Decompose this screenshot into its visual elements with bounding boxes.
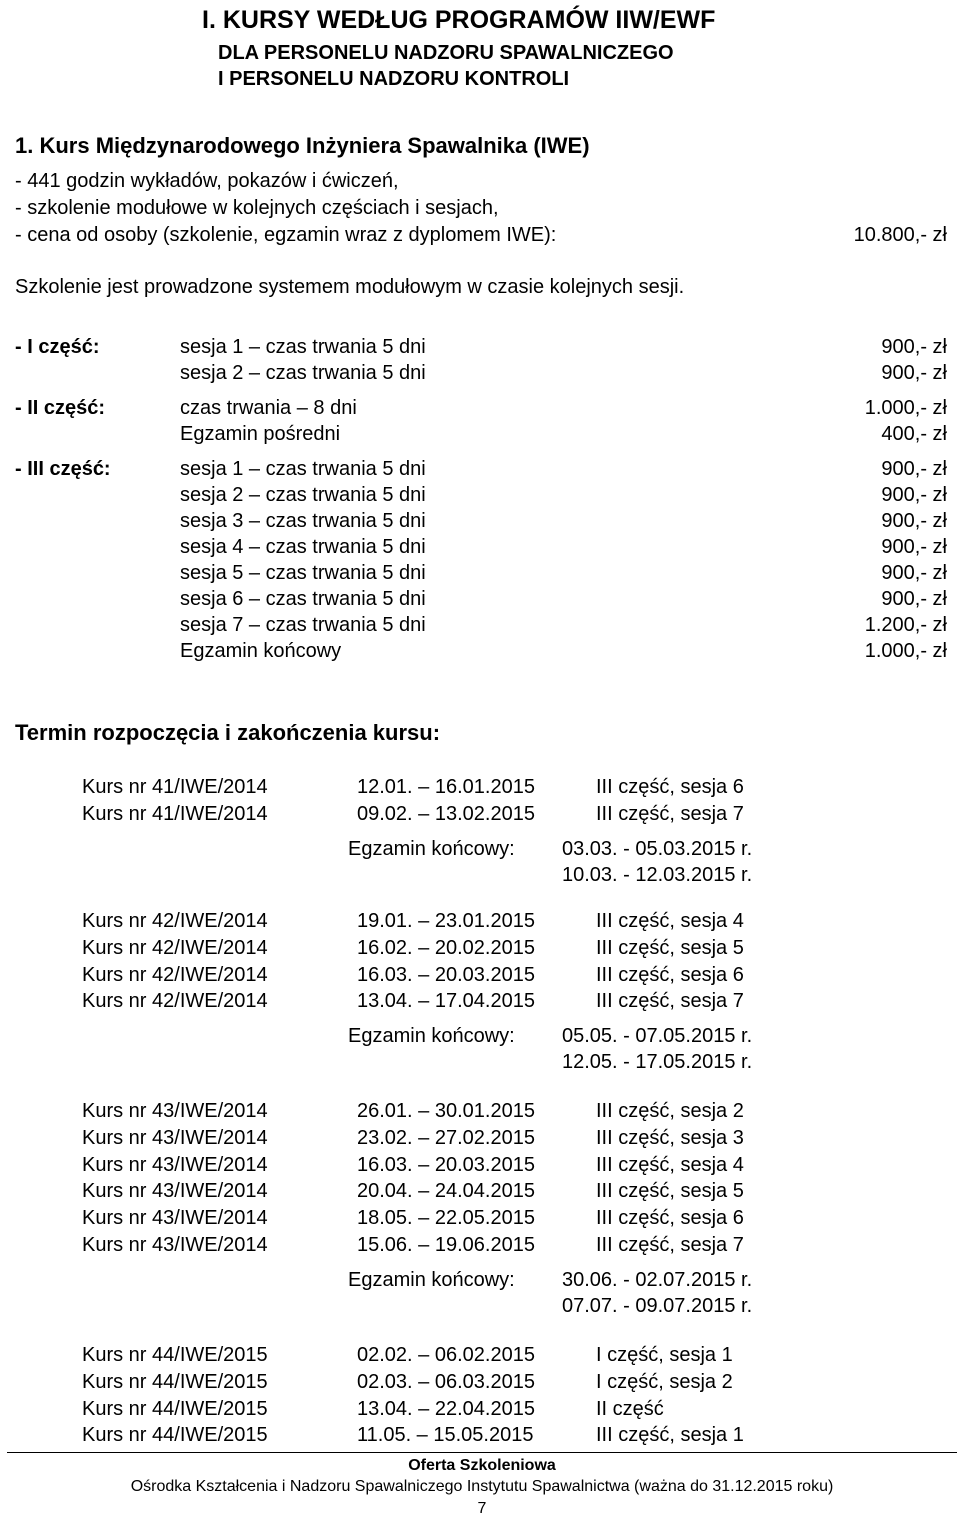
part-item: sesja 2 – czas trwania 5 dni [180,484,426,506]
schedule-part: III część, sesja 7 [596,1234,744,1256]
schedule-course: Kurs nr 43/IWE/2014 [82,1180,268,1203]
page-subtitle-line2: I PERSONELU NADZORU KONTROLI [218,68,570,90]
part-price: 900,- zł [881,336,947,358]
schedule-dates: 13.04. – 17.04.2015 [357,990,535,1013]
part-price: 900,- zł [881,484,947,506]
exam-label: Egzamin końcowy: [348,837,515,860]
schedule-dates: 16.02. – 20.02.2015 [357,936,535,959]
part-item: Egzamin końcowy [180,640,342,662]
schedule-course: Kurs nr 42/IWE/2014 [82,990,268,1013]
schedule-part: III część, sesja 6 [596,776,744,798]
exam-dates: 03.03. - 05.03.2015 r. [562,837,753,860]
schedule-dates: 12.01. – 16.01.2015 [357,776,535,798]
course-bullet: - cena od osoby (szkolenie, egzamin wraz z dyplomem IWE): [15,224,557,246]
schedule-part: III część, sesja 7 [596,802,744,825]
part-label: - III część: [15,458,111,480]
part-price: 400,- zł [881,423,947,445]
footer-line: Ośrodka Kształcenia i Nadzoru Spawalniczego Instytutu Spawalnictwa (ważna do 31.12.2015 roku) [130,1478,834,1495]
schedule-part: III część, sesja 4 [596,1153,744,1176]
part-item: Egzamin pośredni [180,423,341,445]
part-price: 1.200,- zł [864,614,947,636]
footer [7,1452,957,1527]
schedule-dates: 18.05. – 22.05.2015 [357,1207,535,1230]
part-price: 900,- zł [881,458,947,480]
schedule-course: Kurs nr 42/IWE/2014 [82,963,268,986]
part-item: sesja 4 – czas trwania 5 dni [180,536,426,558]
schedule-dates: 16.03. – 20.03.2015 [357,1153,535,1176]
part-item: sesja 2 – czas trwania 5 dni [180,362,426,384]
part-item: sesja 3 – czas trwania 5 dni [180,510,426,532]
part-item: sesja 7 – czas trwania 5 dni [180,614,426,636]
course-total-price: 10.800,- zł [853,224,947,246]
schedule-dates: 13.04. – 22.04.2015 [357,1397,535,1420]
schedule-course: Kurs nr 41/IWE/2014 [82,802,268,825]
module-note: Szkolenie jest prowadzone systemem modułowym w czasie kolejnych sesji. [15,276,685,298]
schedule-dates: 16.03. – 20.03.2015 [357,963,535,986]
part-price: 900,- zł [881,588,947,610]
part-item: sesja 1 – czas trwania 5 dni [180,336,426,358]
part-label: - I część: [15,336,100,358]
part-price: 1.000,- zł [864,397,947,419]
page-title: I. KURSY WEDŁUG PROGRAMÓW IIW/EWF [202,6,716,34]
schedule-part: I część, sesja 2 [596,1370,733,1393]
schedule-dates: 20.04. – 24.04.2015 [357,1180,535,1203]
schedule-course: Kurs nr 43/IWE/2014 [82,1207,268,1230]
schedule-dates: 23.02. – 27.02.2015 [357,1126,535,1149]
schedule-part: III część, sesja 5 [596,1180,744,1203]
schedule-part: III część, sesja 5 [596,936,744,959]
course-bullet: - szkolenie modułowe w kolejnych częściach i sesjach, [15,197,499,219]
schedule-part: III część, sesja 1 [596,1424,744,1447]
exam-dates: 07.07. - 09.07.2015 r. [562,1294,753,1317]
schedule-part: III część, sesja 4 [596,910,744,932]
part-item: czas trwania – 8 dni [180,397,357,419]
schedule-part: III część, sesja 3 [596,1126,744,1149]
schedule-course: Kurs nr 44/IWE/2015 [82,1424,268,1447]
part-price: 900,- zł [881,536,947,558]
course-bullet: - 441 godzin wykładów, pokazów i ćwiczeń, [15,170,399,192]
schedule-heading: Termin rozpoczęcia i zakończenia kursu: [15,720,441,745]
course-title: 1. Kurs Międzynarodowego Inżyniera Spawalnika (IWE) [15,133,590,158]
part-price: 900,- zł [881,510,947,532]
schedule-part: III część, sesja 7 [596,990,744,1013]
schedule-dates: 11.05. – 15.05.2015 [357,1424,534,1447]
page-number: 7 [477,1500,487,1517]
schedule-course: Kurs nr 44/IWE/2015 [82,1344,268,1366]
schedule-course: Kurs nr 43/IWE/2014 [82,1234,268,1256]
schedule-part: III część, sesja 2 [596,1100,744,1122]
part-item: sesja 5 – czas trwania 5 dni [180,562,426,584]
exam-dates: 30.06. - 02.07.2015 r. [562,1268,753,1291]
schedule-course: Kurs nr 44/IWE/2015 [82,1370,268,1393]
schedule-course: Kurs nr 42/IWE/2014 [82,936,268,959]
schedule-part: III część, sesja 6 [596,1207,744,1230]
schedule-part: I część, sesja 1 [596,1344,733,1366]
schedule-dates: 26.01. – 30.01.2015 [357,1100,535,1122]
part-item: sesja 6 – czas trwania 5 dni [180,588,426,610]
part-price: 900,- zł [881,562,947,584]
schedule-part: II część [596,1397,664,1420]
footer-title: Oferta Szkoleniowa [408,1457,556,1474]
schedule-part: III część, sesja 6 [596,963,744,986]
schedule-course: Kurs nr 43/IWE/2014 [82,1126,268,1149]
exam-label: Egzamin końcowy: [348,1025,515,1048]
schedule-dates: 15.06. – 19.06.2015 [357,1234,535,1256]
schedule-course: Kurs nr 43/IWE/2014 [82,1153,268,1176]
schedule-dates: 02.03. – 06.03.2015 [357,1370,535,1393]
exam-dates: 12.05. - 17.05.2015 r. [562,1051,753,1074]
part-price: 1.000,- zł [864,640,947,662]
schedule-course: Kurs nr 42/IWE/2014 [82,910,268,932]
exam-dates: 10.03. - 12.03.2015 r. [562,863,753,886]
part-price: 900,- zł [881,362,947,384]
schedule-course: Kurs nr 44/IWE/2015 [82,1397,268,1420]
part-item: sesja 1 – czas trwania 5 dni [180,458,426,480]
schedule-dates: 02.02. – 06.02.2015 [357,1344,535,1366]
exam-dates: 05.05. - 07.05.2015 r. [562,1025,753,1048]
schedule-course: Kurs nr 43/IWE/2014 [82,1100,268,1122]
schedule-dates: 09.02. – 13.02.2015 [357,802,535,825]
page-subtitle-line1: DLA PERSONELU NADZORU SPAWALNICZEGO [218,42,674,64]
part-label: - II część: [15,397,106,419]
exam-label: Egzamin końcowy: [348,1268,515,1291]
schedule-course: Kurs nr 41/IWE/2014 [82,776,268,798]
schedule-dates: 19.01. – 23.01.2015 [357,910,535,932]
